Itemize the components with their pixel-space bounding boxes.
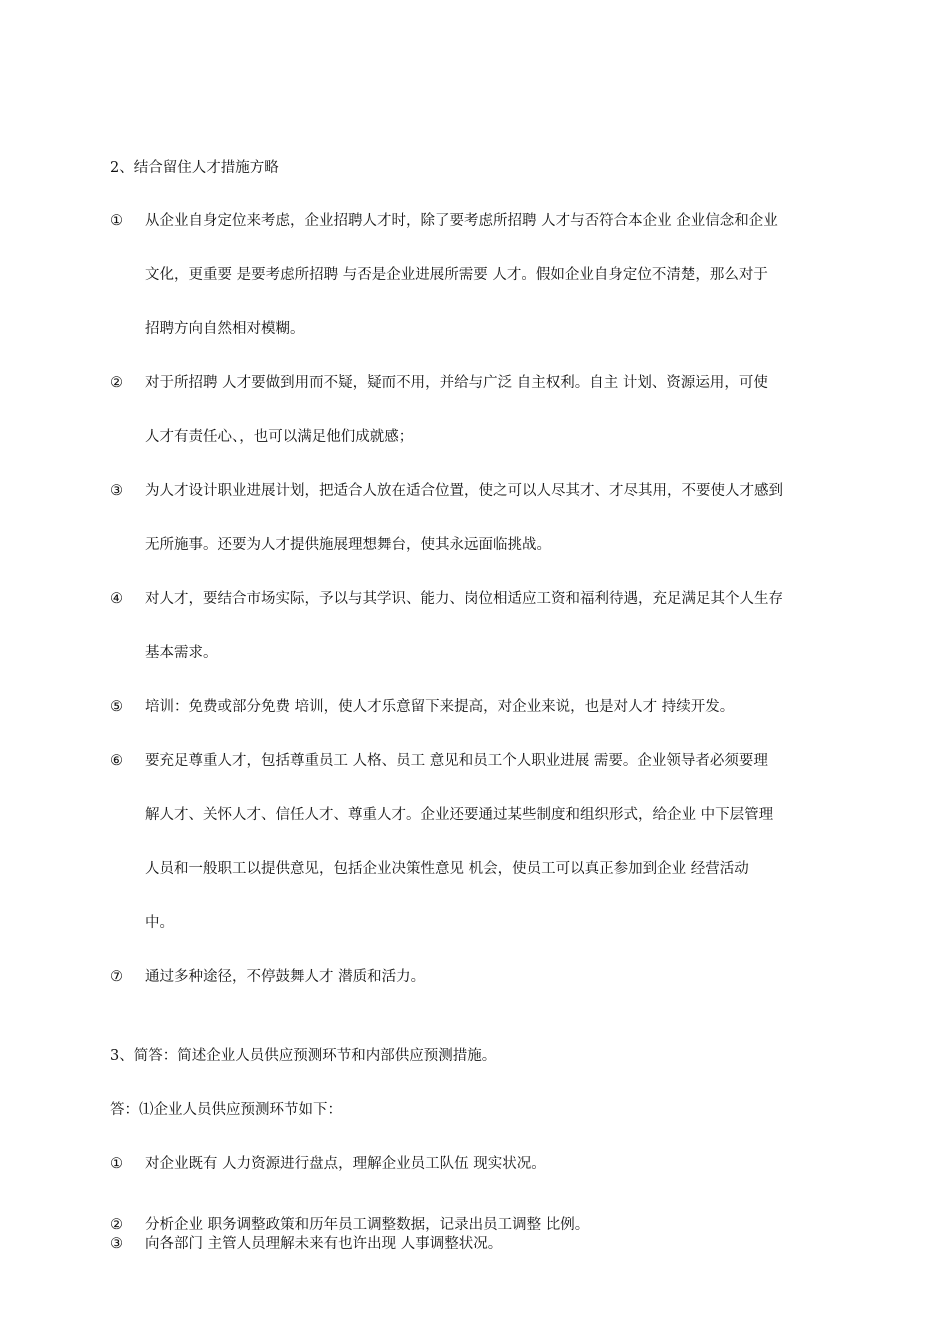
item-marker: ② bbox=[110, 1217, 123, 1233]
item-marker: ④ bbox=[110, 591, 123, 607]
paragraph-line: 中。 bbox=[145, 915, 174, 931]
item-marker: ⑦ bbox=[110, 969, 123, 985]
paragraph-line: 对于所招聘 人才要做到用而不疑，疑而不用，并给与广泛 自主权利。自主 计划、资源运用，可使 bbox=[145, 375, 768, 391]
item-marker: ① bbox=[110, 213, 123, 229]
item-marker: ⑤ bbox=[110, 699, 123, 715]
section-heading: 3、简答：简述企业人员供应预测环节和内部供应预测措施。 bbox=[110, 1048, 497, 1064]
paragraph-line: 无所施事。还要为人才提供施展理想舞台，使其永远面临挑战。 bbox=[145, 537, 551, 553]
paragraph-line: 人员和一般职工以提供意见，包括企业决策性意见 机会，使员工可以真正参加到企业 经营活动 bbox=[145, 861, 749, 877]
section-heading: 2、结合留住人才措施方略 bbox=[110, 160, 279, 176]
paragraph-line: 人才有责任心、，也可以满足他们成就感； bbox=[145, 429, 414, 445]
paragraph-line: 文化，更重要 是要考虑所招聘 与否是企业进展所需要 人才。假如企业自身定位不清楚，那么对于 bbox=[145, 267, 768, 283]
item-marker: ② bbox=[110, 375, 123, 391]
paragraph-line: 从企业自身定位来考虑，企业招聘人才时，除了要考虑所招聘 人才与否符合本企业 企业信念和企业 bbox=[145, 213, 778, 229]
item-marker: ③ bbox=[110, 483, 123, 499]
paragraph-line: 对人才，要结合市场实际，予以与其学识、能力、岗位相适应工资和福利待遇，充足满足其个人生存 bbox=[145, 591, 783, 607]
item-marker: ① bbox=[110, 1156, 123, 1172]
list-item-text: 对企业既有 人力资源进行盘点，理解企业员工队伍 现实状况。 bbox=[145, 1156, 546, 1172]
list-item-text: 向各部门 主管人员理解未来有也许出现 人事调整状况。 bbox=[145, 1236, 503, 1252]
paragraph-line: 要充足尊重人才，包括尊重员工 人格、员工 意见和员工个人职业进展 需要。企业领导者必须要理 bbox=[145, 753, 768, 769]
answer-intro: 答：⑴企业人员供应预测环节如下： bbox=[110, 1102, 342, 1118]
paragraph-line: 招聘方向自然相对模糊。 bbox=[145, 321, 305, 337]
paragraph-line: 通过多种途径，不停鼓舞人才 潜质和活力。 bbox=[145, 969, 426, 985]
paragraph-line: 为人才设计职业进展计划，把适合人放在适合位置，使之可以人尽其才、才尽其用，不要使人才感到 bbox=[145, 483, 783, 499]
paragraph-line: 培训：免费或部分免费 培训，使人才乐意留下来提高，对企业来说，也是对人才 持续开发。 bbox=[145, 699, 735, 715]
list-item-text: 分析企业 职务调整政策和历年员工调整数据，记录出员工调整 比例。 bbox=[145, 1217, 590, 1233]
paragraph-line: 基本需求。 bbox=[145, 645, 218, 661]
paragraph-line: 解人才、关怀人才、信任人才、尊重人才。企业还要通过某些制度和组织形式，给企业 中下层管理 bbox=[145, 807, 774, 823]
item-marker: ③ bbox=[110, 1236, 123, 1252]
item-marker: ⑥ bbox=[110, 753, 123, 769]
